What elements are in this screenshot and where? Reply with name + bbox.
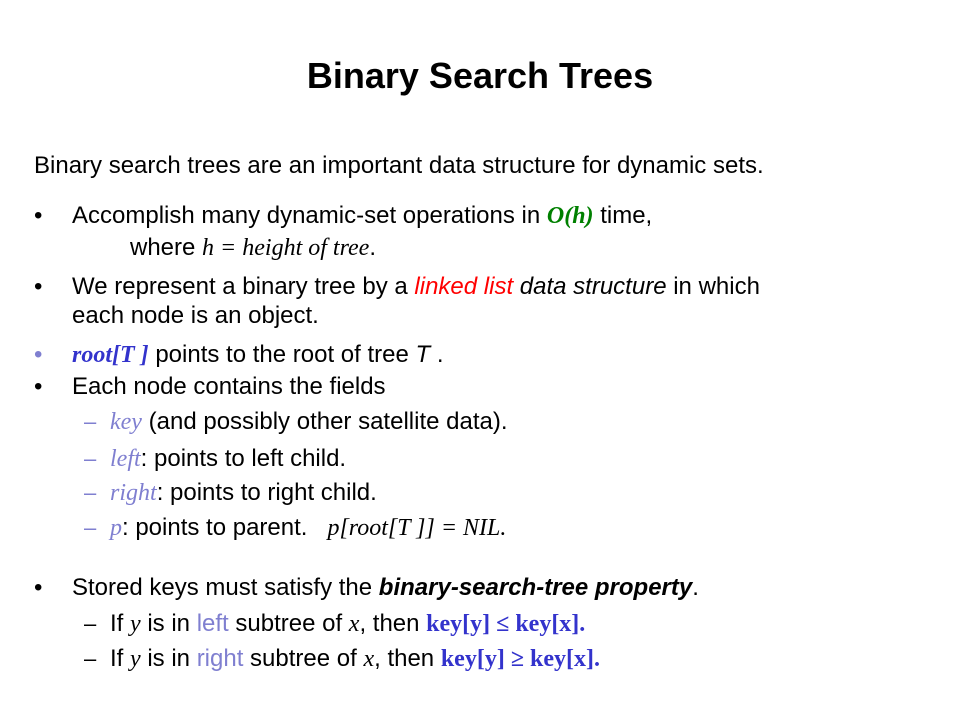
bullet-root: root[T ] points to the root of tree T . [72, 341, 444, 368]
bullet-representation-line2: each node is an object. [72, 302, 319, 329]
bullet-icon: • [34, 574, 43, 601]
bullet-icon: • [34, 273, 43, 300]
bullet-representation: We represent a binary tree by a linked list data structure in which [72, 273, 760, 300]
dash-icon: – [84, 646, 97, 671]
bullet-operations-where: where h = height of tree. [130, 234, 376, 261]
bullet-operations: Accomplish many dynamic-set operations in O(h) time, [72, 202, 653, 229]
dash-icon: – [84, 611, 97, 636]
dash-icon: – [84, 409, 97, 434]
bullet-property: Stored keys must satisfy the binary-search-tree property. [72, 574, 699, 601]
field-key: key (and possibly other satellite data). [110, 408, 508, 435]
big-o-math: O(h) [546, 203, 594, 229]
field-right: right: points to right child. [110, 479, 377, 506]
rule-left-condition: key[y] ≤ key[x]. [426, 611, 586, 637]
bullet-fields: Each node contains the fields [72, 373, 386, 400]
bullet-icon: • [34, 341, 43, 368]
rule-right-condition: key[y] ≥ key[x]. [440, 646, 600, 672]
parent-nil-math: p[root[T ]] = NIL. [327, 515, 507, 541]
rule-left: If y is in left subtree of x, then key[y] ≤ key[x]. [110, 610, 586, 637]
rule-right: If y is in right subtree of x, then key[y] ≥ key[x]. [110, 645, 600, 672]
intro-text: Binary search trees are an important data structure for dynamic sets. [34, 152, 764, 179]
dash-icon: – [84, 515, 97, 540]
dash-icon: – [84, 480, 97, 505]
dash-icon: – [84, 446, 97, 471]
field-parent: p: points to parent. p[root[T ]] = NIL. [110, 514, 507, 541]
field-left: left: points to left child. [110, 445, 347, 472]
bullet-icon: • [34, 202, 43, 229]
slide-title: Binary Search Trees [306, 55, 654, 96]
bullet-icon: • [34, 373, 43, 400]
